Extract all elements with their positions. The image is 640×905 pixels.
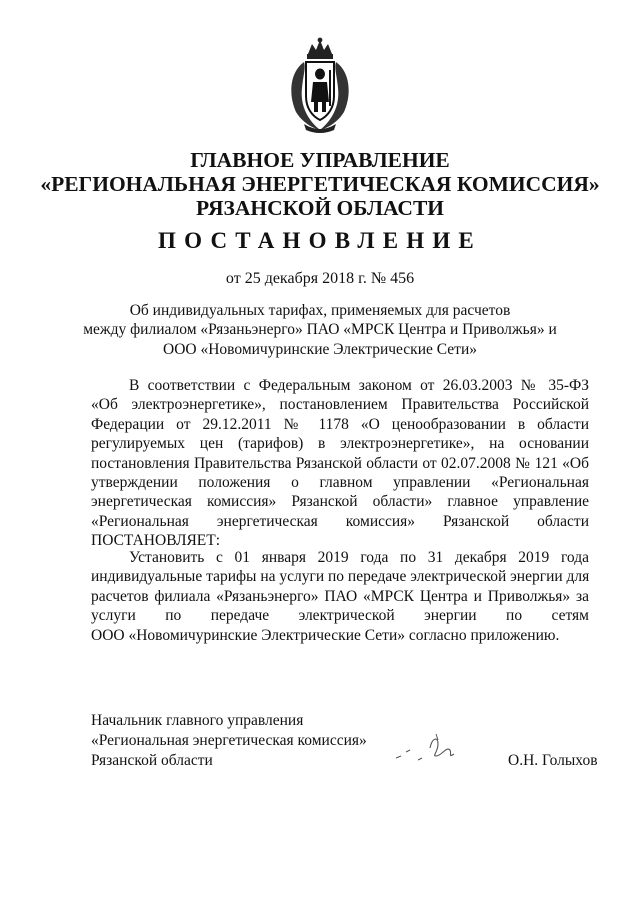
preamble-line: постановления Правительства Рязанской области от 02.07.2008 № 121 «Об: [91, 454, 589, 472]
handwritten-signature: [392, 730, 472, 770]
preamble-line: «Об электроэнергетике», постановлением Правительства Российской: [91, 396, 589, 414]
agency-name-line-2: «РЕГИОНАЛЬНАЯ ЭНЕРГЕТИЧЕСКАЯ КОМИССИЯ»: [40, 172, 600, 196]
ryazan-coat-of-arms-icon: [284, 36, 356, 134]
resolution-line: услуги по передаче электрической энергии по сетям: [91, 607, 589, 625]
resolution-line: расчетов филиала «Рязаньэнерго» ПАО «МРСК Центра и Приволжья» за: [91, 587, 589, 605]
resolution-line: Установить с 01 января 2019 года по 31 декабря 2019 года: [129, 549, 589, 566]
preamble-line: Федерации от 29.12.2011 № 1178 «О ценообразовании в области: [91, 415, 589, 433]
signer-position-line-1: Начальник главного управления: [91, 712, 304, 729]
preamble-line: «Региональная энергетическая комиссия» Рязанской области: [91, 512, 589, 530]
resolution-line: индивидуальные тарифы на услуги по передаче электрической энергии для: [91, 568, 590, 586]
preamble-line: ПОСТАНОВЛЯЕТ:: [91, 532, 221, 550]
signer-name: О.Н. Голыхов: [508, 752, 598, 769]
resolution-line: ООО «Новомичуринские Электрические Сети» согласно приложению.: [91, 626, 560, 644]
agency-name-line-1: ГЛАВНОЕ УПРАВЛЕНИЕ: [190, 148, 450, 172]
preamble-line: регулируемых цен (тарифов) в электроэнергетике», на основании: [91, 435, 589, 453]
subject-line-1: Об индивидуальных тарифах, применяемых для расчетов: [129, 302, 511, 319]
preamble-paragraph: [91, 376, 589, 551]
preamble-line: энергетическая комиссия» Рязанской области» главное управление: [91, 493, 589, 511]
decree-title: ПОСТАНОВЛЕНИЕ: [158, 228, 482, 253]
signer-position-line-3: Рязанской области: [91, 752, 213, 769]
signer-position-line-2: «Региональная энергетическая комиссия»: [91, 732, 367, 749]
subject-line-2: между филиалом «Рязаньэнерго» ПАО «МРСК Центра и Приволжья» и: [83, 321, 557, 338]
agency-name-line-3: РЯЗАНСКОЙ ОБЛАСТИ: [195, 196, 445, 220]
subject-line-3: ООО «Новомичуринские Электрические Сети»: [163, 341, 477, 358]
preamble-line: утверждении положения о главном управлении «Региональная: [91, 474, 589, 492]
decree-date: от 25 декабря 2018 г. № 456: [225, 270, 415, 287]
preamble-line: В соответствии с Федеральным законом от 26.03.2003 № 35-ФЗ: [129, 377, 589, 394]
resolution-paragraph: [91, 548, 589, 645]
